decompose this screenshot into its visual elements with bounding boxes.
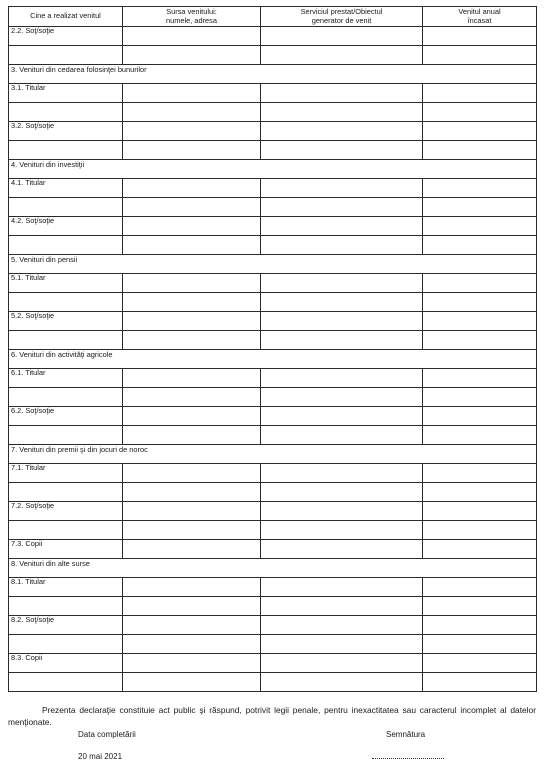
earner-cell <box>9 236 123 255</box>
section-heading-row <box>9 65 537 84</box>
income-cell <box>423 673 537 692</box>
service-cell <box>261 179 423 198</box>
income-table <box>8 6 537 692</box>
income-cell <box>423 369 537 388</box>
section-heading: 8. Venituri din alte surse <box>9 559 537 578</box>
income-cell <box>423 103 537 122</box>
service-cell <box>261 312 423 331</box>
source-cell <box>123 103 261 122</box>
service-cell <box>261 540 423 559</box>
service-cell <box>261 46 423 65</box>
category-row <box>9 217 537 236</box>
earner-cell: 8.3. Copii <box>9 654 123 673</box>
source-cell <box>123 179 261 198</box>
income-cell <box>423 464 537 483</box>
blank-row <box>9 483 537 502</box>
earner-cell <box>9 673 123 692</box>
source-cell <box>123 274 261 293</box>
header-service: Serviciul prestat/Obiectul generator de venit <box>261 7 423 27</box>
income-cell <box>423 27 537 46</box>
source-cell <box>123 673 261 692</box>
category-row <box>9 179 537 198</box>
blank-row <box>9 388 537 407</box>
service-cell <box>261 426 423 445</box>
source-cell <box>123 578 261 597</box>
service-cell <box>261 198 423 217</box>
income-cell <box>423 331 537 350</box>
blank-row <box>9 198 537 217</box>
category-row <box>9 312 537 331</box>
category-row <box>9 274 537 293</box>
section-heading-row <box>9 255 537 274</box>
earner-cell <box>9 521 123 540</box>
service-cell <box>261 331 423 350</box>
service-cell <box>261 521 423 540</box>
source-cell <box>123 312 261 331</box>
date-label: Data completării <box>78 730 136 739</box>
source-cell <box>123 521 261 540</box>
income-cell <box>423 236 537 255</box>
earner-cell: 2.2. Soţ/soţie <box>9 27 123 46</box>
source-cell <box>123 654 261 673</box>
income-cell <box>423 293 537 312</box>
earner-cell <box>9 635 123 654</box>
service-cell <box>261 27 423 46</box>
source-cell <box>123 27 261 46</box>
category-row <box>9 616 537 635</box>
source-cell <box>123 46 261 65</box>
income-cell <box>423 122 537 141</box>
service-cell <box>261 616 423 635</box>
income-cell <box>423 483 537 502</box>
earner-cell: 7.2. Soţ/soţie <box>9 502 123 521</box>
category-row <box>9 502 537 521</box>
service-cell <box>261 654 423 673</box>
income-cell <box>423 179 537 198</box>
earner-cell: 6.2. Soţ/soţie <box>9 407 123 426</box>
service-cell <box>261 388 423 407</box>
source-cell <box>123 388 261 407</box>
income-cell <box>423 426 537 445</box>
date-value: 20 mai 2021 <box>78 752 123 761</box>
source-cell <box>123 236 261 255</box>
blank-row <box>9 673 537 692</box>
category-row <box>9 464 537 483</box>
earner-cell: 7.3. Copii <box>9 540 123 559</box>
earner-cell <box>9 293 123 312</box>
income-cell <box>423 654 537 673</box>
section-heading: 3. Venituri din cedarea folosinţei bunurilor <box>9 65 537 84</box>
income-cell <box>423 597 537 616</box>
income-cell <box>423 46 537 65</box>
section-heading: 5. Venituri din pensii <box>9 255 537 274</box>
category-row <box>9 27 537 46</box>
source-cell <box>123 426 261 445</box>
earner-cell: 6.1. Titular <box>9 369 123 388</box>
source-cell <box>123 141 261 160</box>
source-cell <box>123 616 261 635</box>
blank-row <box>9 46 537 65</box>
blank-row <box>9 426 537 445</box>
service-cell <box>261 236 423 255</box>
income-cell <box>423 502 537 521</box>
service-cell <box>261 635 423 654</box>
source-cell <box>123 464 261 483</box>
service-cell <box>261 673 423 692</box>
income-cell <box>423 616 537 635</box>
source-cell <box>123 597 261 616</box>
blank-row <box>9 236 537 255</box>
income-cell <box>423 407 537 426</box>
category-row <box>9 84 537 103</box>
earner-cell <box>9 483 123 502</box>
income-cell <box>423 312 537 331</box>
earner-cell: 4.1. Titular <box>9 179 123 198</box>
income-cell <box>423 578 537 597</box>
earner-cell <box>9 103 123 122</box>
source-cell <box>123 198 261 217</box>
earner-cell <box>9 198 123 217</box>
source-cell <box>123 217 261 236</box>
income-cell <box>423 141 537 160</box>
category-row <box>9 578 537 597</box>
income-cell <box>423 635 537 654</box>
earner-cell: 3.1. Titular <box>9 84 123 103</box>
earner-cell: 8.2. Soţ/soţie <box>9 616 123 635</box>
earner-cell <box>9 597 123 616</box>
income-cell <box>423 217 537 236</box>
header-source: Sursa venitului: numele, adresa <box>123 7 261 27</box>
income-cell <box>423 274 537 293</box>
service-cell <box>261 122 423 141</box>
source-cell <box>123 331 261 350</box>
blank-row <box>9 521 537 540</box>
service-cell <box>261 483 423 502</box>
earner-cell: 3.2. Soţ/soţie <box>9 122 123 141</box>
section-heading-row <box>9 559 537 578</box>
service-cell <box>261 464 423 483</box>
earner-cell: 4.2. Soţ/soţie <box>9 217 123 236</box>
income-cell <box>423 198 537 217</box>
header-annual-income: Venitul anual încasat <box>423 7 537 27</box>
source-cell <box>123 483 261 502</box>
blank-row <box>9 293 537 312</box>
category-row <box>9 654 537 673</box>
signature-line <box>372 758 444 759</box>
source-cell <box>123 122 261 141</box>
earner-cell <box>9 331 123 350</box>
earner-cell: 8.1. Titular <box>9 578 123 597</box>
category-row <box>9 540 537 559</box>
blank-row <box>9 635 537 654</box>
section-heading: 6. Venituri din activităţi agricole <box>9 350 537 369</box>
earner-cell <box>9 388 123 407</box>
source-cell <box>123 635 261 654</box>
blank-row <box>9 331 537 350</box>
service-cell <box>261 103 423 122</box>
service-cell <box>261 274 423 293</box>
service-cell <box>261 84 423 103</box>
earner-cell <box>9 426 123 445</box>
earner-cell <box>9 141 123 160</box>
service-cell <box>261 597 423 616</box>
section-heading-row <box>9 350 537 369</box>
category-row <box>9 369 537 388</box>
signature-label: Semnătura <box>386 730 426 739</box>
section-heading: 7. Venituri din premii şi din jocuri de noroc <box>9 445 537 464</box>
source-cell <box>123 407 261 426</box>
table-header-row <box>9 7 537 27</box>
income-cell <box>423 521 537 540</box>
source-cell <box>123 293 261 312</box>
section-heading: 4. Venituri din investiţii <box>9 160 537 179</box>
income-cell <box>423 540 537 559</box>
source-cell <box>123 369 261 388</box>
source-cell <box>123 502 261 521</box>
category-row <box>9 407 537 426</box>
header-earner: Cine a realizat venitul <box>9 7 123 27</box>
blank-row <box>9 597 537 616</box>
source-cell <box>123 84 261 103</box>
declaration-statement: Prezenta declaraţie constituie act public şi răspund, potrivit legii penale, pentru inexactitatea sau caracterul incomplet al datelor menţionate. <box>8 705 536 728</box>
service-cell <box>261 293 423 312</box>
service-cell <box>261 141 423 160</box>
earner-cell: 5.1. Titular <box>9 274 123 293</box>
blank-row <box>9 141 537 160</box>
service-cell <box>261 217 423 236</box>
earner-cell: 7.1. Titular <box>9 464 123 483</box>
service-cell <box>261 369 423 388</box>
earner-cell <box>9 46 123 65</box>
section-heading-row <box>9 160 537 179</box>
section-heading-row <box>9 445 537 464</box>
income-cell <box>423 84 537 103</box>
service-cell <box>261 502 423 521</box>
income-cell <box>423 388 537 407</box>
earner-cell: 5.2. Soţ/soţie <box>9 312 123 331</box>
source-cell <box>123 540 261 559</box>
category-row <box>9 122 537 141</box>
service-cell <box>261 407 423 426</box>
service-cell <box>261 578 423 597</box>
blank-row <box>9 103 537 122</box>
